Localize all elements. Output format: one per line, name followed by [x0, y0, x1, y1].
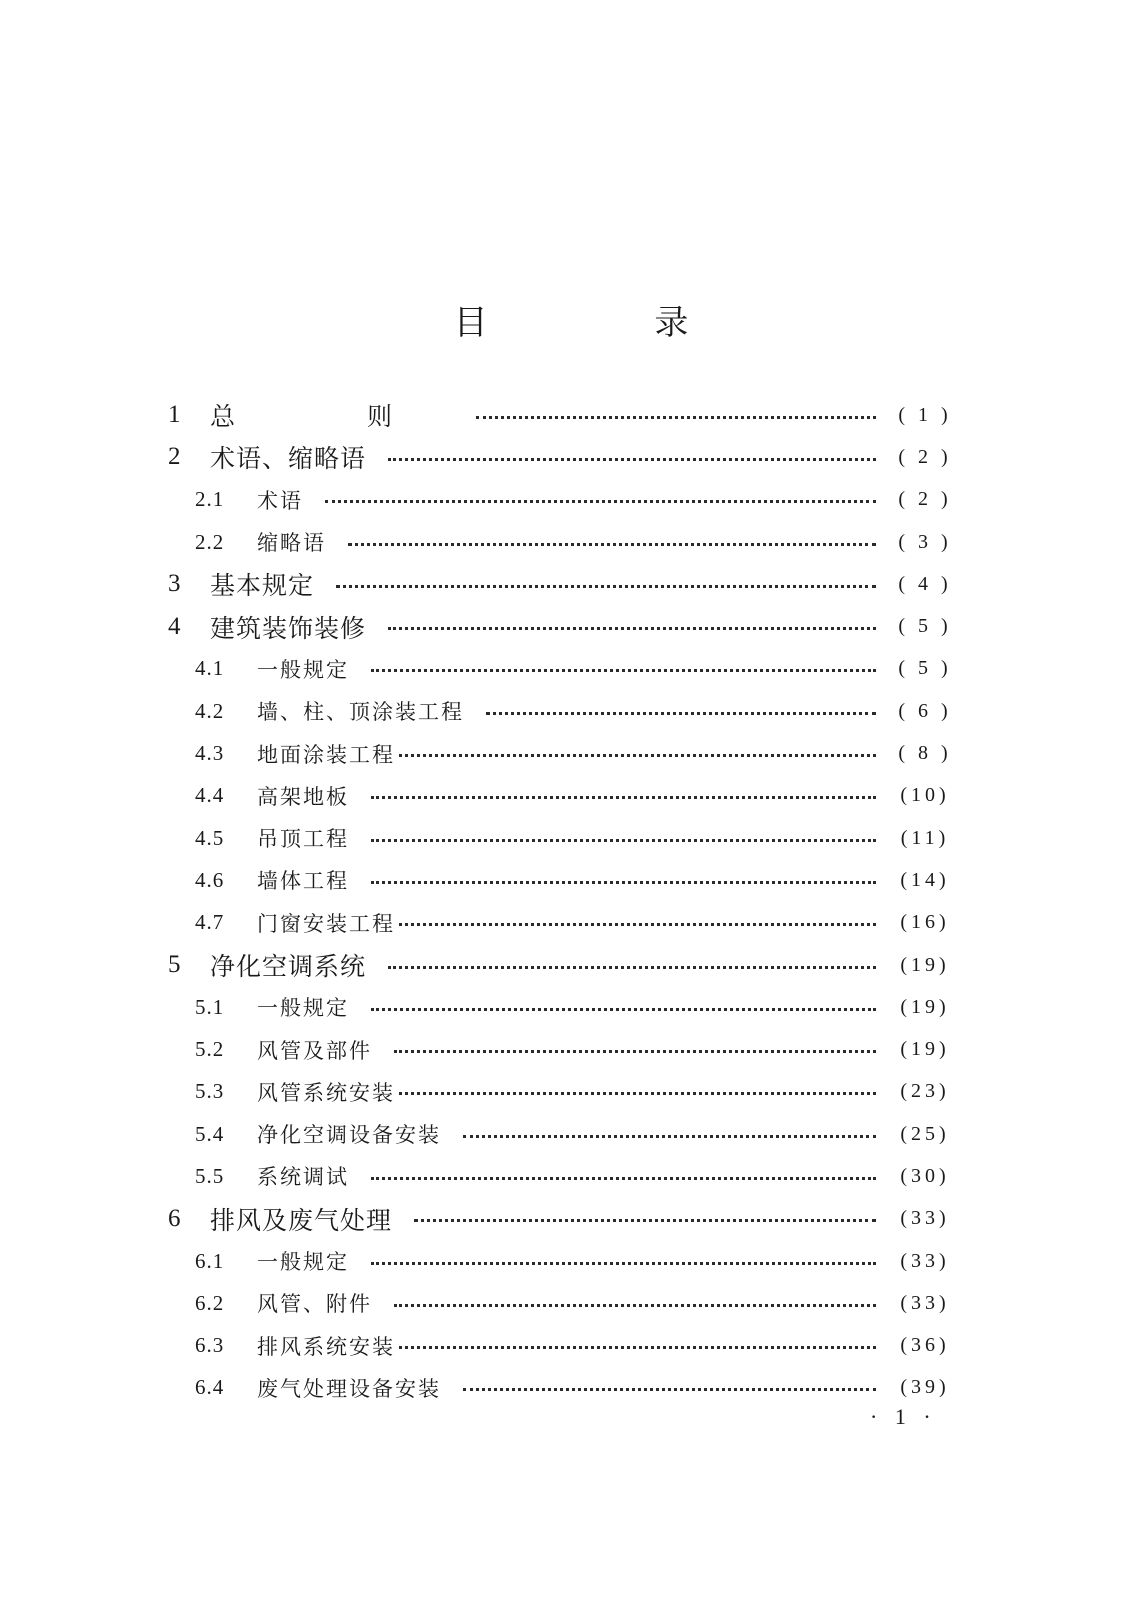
- toc-entry[interactable]: [168, 859, 958, 901]
- section-title: 风管系统安装: [257, 1080, 395, 1105]
- section-title: 基本规定: [210, 571, 315, 601]
- page-reference: (19): [900, 953, 950, 976]
- dot-leader: [371, 1262, 876, 1265]
- section-number: 5.4: [195, 1121, 225, 1146]
- section-title: 排风及废气处理: [210, 1205, 393, 1235]
- section-title: 术语、缩略语: [210, 444, 367, 474]
- toc-entry[interactable]: [168, 605, 958, 647]
- section-title: 风管、附件: [257, 1292, 372, 1317]
- page-reference: (19): [900, 995, 950, 1018]
- toc-entry[interactable]: [168, 902, 958, 944]
- section-number: 4.5: [195, 825, 225, 850]
- page-title: 目 录: [453, 302, 767, 343]
- toc-entry[interactable]: [168, 521, 958, 563]
- section-number: 5.2: [195, 1037, 225, 1062]
- page-reference: (36): [900, 1334, 950, 1357]
- dot-leader: [371, 1008, 876, 1011]
- section-number: 4: [168, 612, 181, 640]
- section-number: 3: [168, 570, 181, 598]
- dot-leader: [388, 627, 876, 630]
- toc-entry[interactable]: [168, 436, 958, 478]
- toc-entry[interactable]: [168, 1367, 958, 1409]
- page-reference: (39): [900, 1376, 950, 1399]
- toc-entry[interactable]: [168, 944, 958, 986]
- section-number: 4.7: [195, 910, 225, 935]
- page-reference: ( 6 ): [898, 699, 952, 722]
- dot-leader: [348, 543, 876, 546]
- section-number: 1: [168, 401, 181, 429]
- page-reference: ( 5 ): [898, 657, 952, 680]
- page-reference: (11): [900, 826, 950, 849]
- page-reference: ( 3 ): [898, 530, 952, 553]
- section-number: 2.2: [195, 529, 225, 554]
- table-of-contents: [168, 394, 958, 1409]
- section-number: 5.3: [195, 1079, 225, 1104]
- dot-leader: [399, 1092, 876, 1095]
- section-title: 高架地板: [257, 784, 349, 809]
- dot-leader: [371, 881, 876, 884]
- section-number: 2: [168, 443, 181, 471]
- page-number: · 1 ·: [870, 1404, 937, 1429]
- section-title: 净化空调系统: [210, 952, 367, 981]
- section-title: 缩略语: [257, 531, 326, 556]
- toc-entry[interactable]: [168, 986, 958, 1028]
- page-reference: (16): [900, 911, 950, 934]
- toc-entry[interactable]: [168, 563, 958, 605]
- page-reference: ( 8 ): [898, 742, 952, 765]
- dot-leader: [394, 1050, 876, 1053]
- toc-entry[interactable]: [168, 690, 958, 732]
- section-number: 6.4: [195, 1375, 225, 1400]
- section-title: 总 则: [210, 402, 454, 432]
- section-number: 6.2: [195, 1290, 225, 1315]
- page-reference: ( 1 ): [898, 403, 952, 426]
- section-title: 一般规定: [257, 657, 349, 682]
- toc-entry[interactable]: [168, 648, 958, 690]
- section-number: 2.1: [195, 487, 225, 512]
- toc-entry[interactable]: [168, 732, 958, 774]
- section-number: 6: [168, 1204, 181, 1232]
- page-reference: (33): [900, 1249, 950, 1272]
- section-title: 一般规定: [257, 996, 349, 1021]
- section-title: 吊顶工程: [257, 827, 349, 852]
- dot-leader: [371, 796, 876, 799]
- page-reference: ( 5 ): [898, 615, 952, 638]
- page-reference: (14): [900, 868, 950, 891]
- dot-leader: [394, 1304, 876, 1307]
- section-number: 6.3: [195, 1333, 225, 1358]
- section-number: 5.5: [195, 1163, 225, 1188]
- toc-entry[interactable]: [168, 1028, 958, 1070]
- section-number: 6.1: [195, 1248, 225, 1273]
- page-reference: ( 2 ): [898, 488, 952, 511]
- section-title: 建筑装饰装修: [210, 613, 367, 643]
- section-number: 4.4: [195, 783, 225, 808]
- section-title: 门窗安装工程: [257, 911, 395, 936]
- section-title: 一般规定: [257, 1250, 349, 1275]
- dot-leader: [399, 754, 876, 757]
- page-reference: ( 4 ): [898, 572, 952, 595]
- page-reference: (33): [900, 1291, 950, 1314]
- dot-leader: [388, 458, 876, 461]
- section-number: 4.1: [195, 656, 225, 681]
- toc-entry[interactable]: [168, 817, 958, 859]
- page-reference: (19): [900, 1038, 950, 1061]
- dot-leader: [486, 712, 876, 715]
- page-reference: ( 2 ): [898, 445, 952, 468]
- section-number: 4.2: [195, 698, 225, 723]
- toc-entry[interactable]: [168, 1198, 958, 1240]
- section-title: 墙体工程: [257, 869, 349, 894]
- page-reference: (30): [900, 1164, 950, 1187]
- section-title: 墙、柱、顶涂装工程: [257, 700, 464, 725]
- dot-leader: [371, 839, 876, 842]
- section-number: 4.6: [195, 867, 225, 892]
- section-title: 风管及部件: [257, 1038, 372, 1063]
- dot-leader: [463, 1135, 876, 1138]
- page-reference: (33): [900, 1207, 950, 1230]
- page-reference: (25): [900, 1122, 950, 1145]
- section-title: 排风系统安装: [257, 1334, 395, 1359]
- section-number: 4.3: [195, 741, 225, 766]
- section-title: 系统调试: [257, 1165, 349, 1190]
- section-number: 5: [168, 951, 181, 978]
- toc-entry[interactable]: [168, 1113, 958, 1155]
- toc-entry[interactable]: [168, 1071, 958, 1113]
- dot-leader: [371, 1177, 876, 1180]
- toc-entry[interactable]: [168, 394, 958, 436]
- page-reference: (10): [900, 784, 950, 807]
- toc-entry[interactable]: [168, 1240, 958, 1282]
- dot-leader: [399, 1346, 876, 1349]
- dot-leader: [325, 500, 876, 503]
- dot-leader: [463, 1388, 876, 1391]
- section-title: 净化空调设备安装: [257, 1123, 441, 1148]
- dot-leader: [476, 416, 876, 419]
- toc-entry[interactable]: [168, 479, 958, 521]
- toc-entry[interactable]: [168, 1155, 958, 1197]
- section-title: 地面涂装工程: [257, 742, 395, 767]
- toc-entry[interactable]: [168, 775, 958, 817]
- page-reference: (23): [900, 1080, 950, 1103]
- dot-leader: [399, 923, 876, 926]
- toc-entry[interactable]: [168, 1325, 958, 1367]
- section-number: 5.1: [195, 994, 225, 1019]
- dot-leader: [388, 966, 876, 969]
- section-title: 废气处理设备安装: [257, 1376, 441, 1401]
- toc-entry[interactable]: [168, 1282, 958, 1324]
- dot-leader: [371, 669, 876, 672]
- section-title: 术语: [257, 488, 303, 513]
- dot-leader: [414, 1219, 876, 1222]
- dot-leader: [336, 585, 876, 588]
